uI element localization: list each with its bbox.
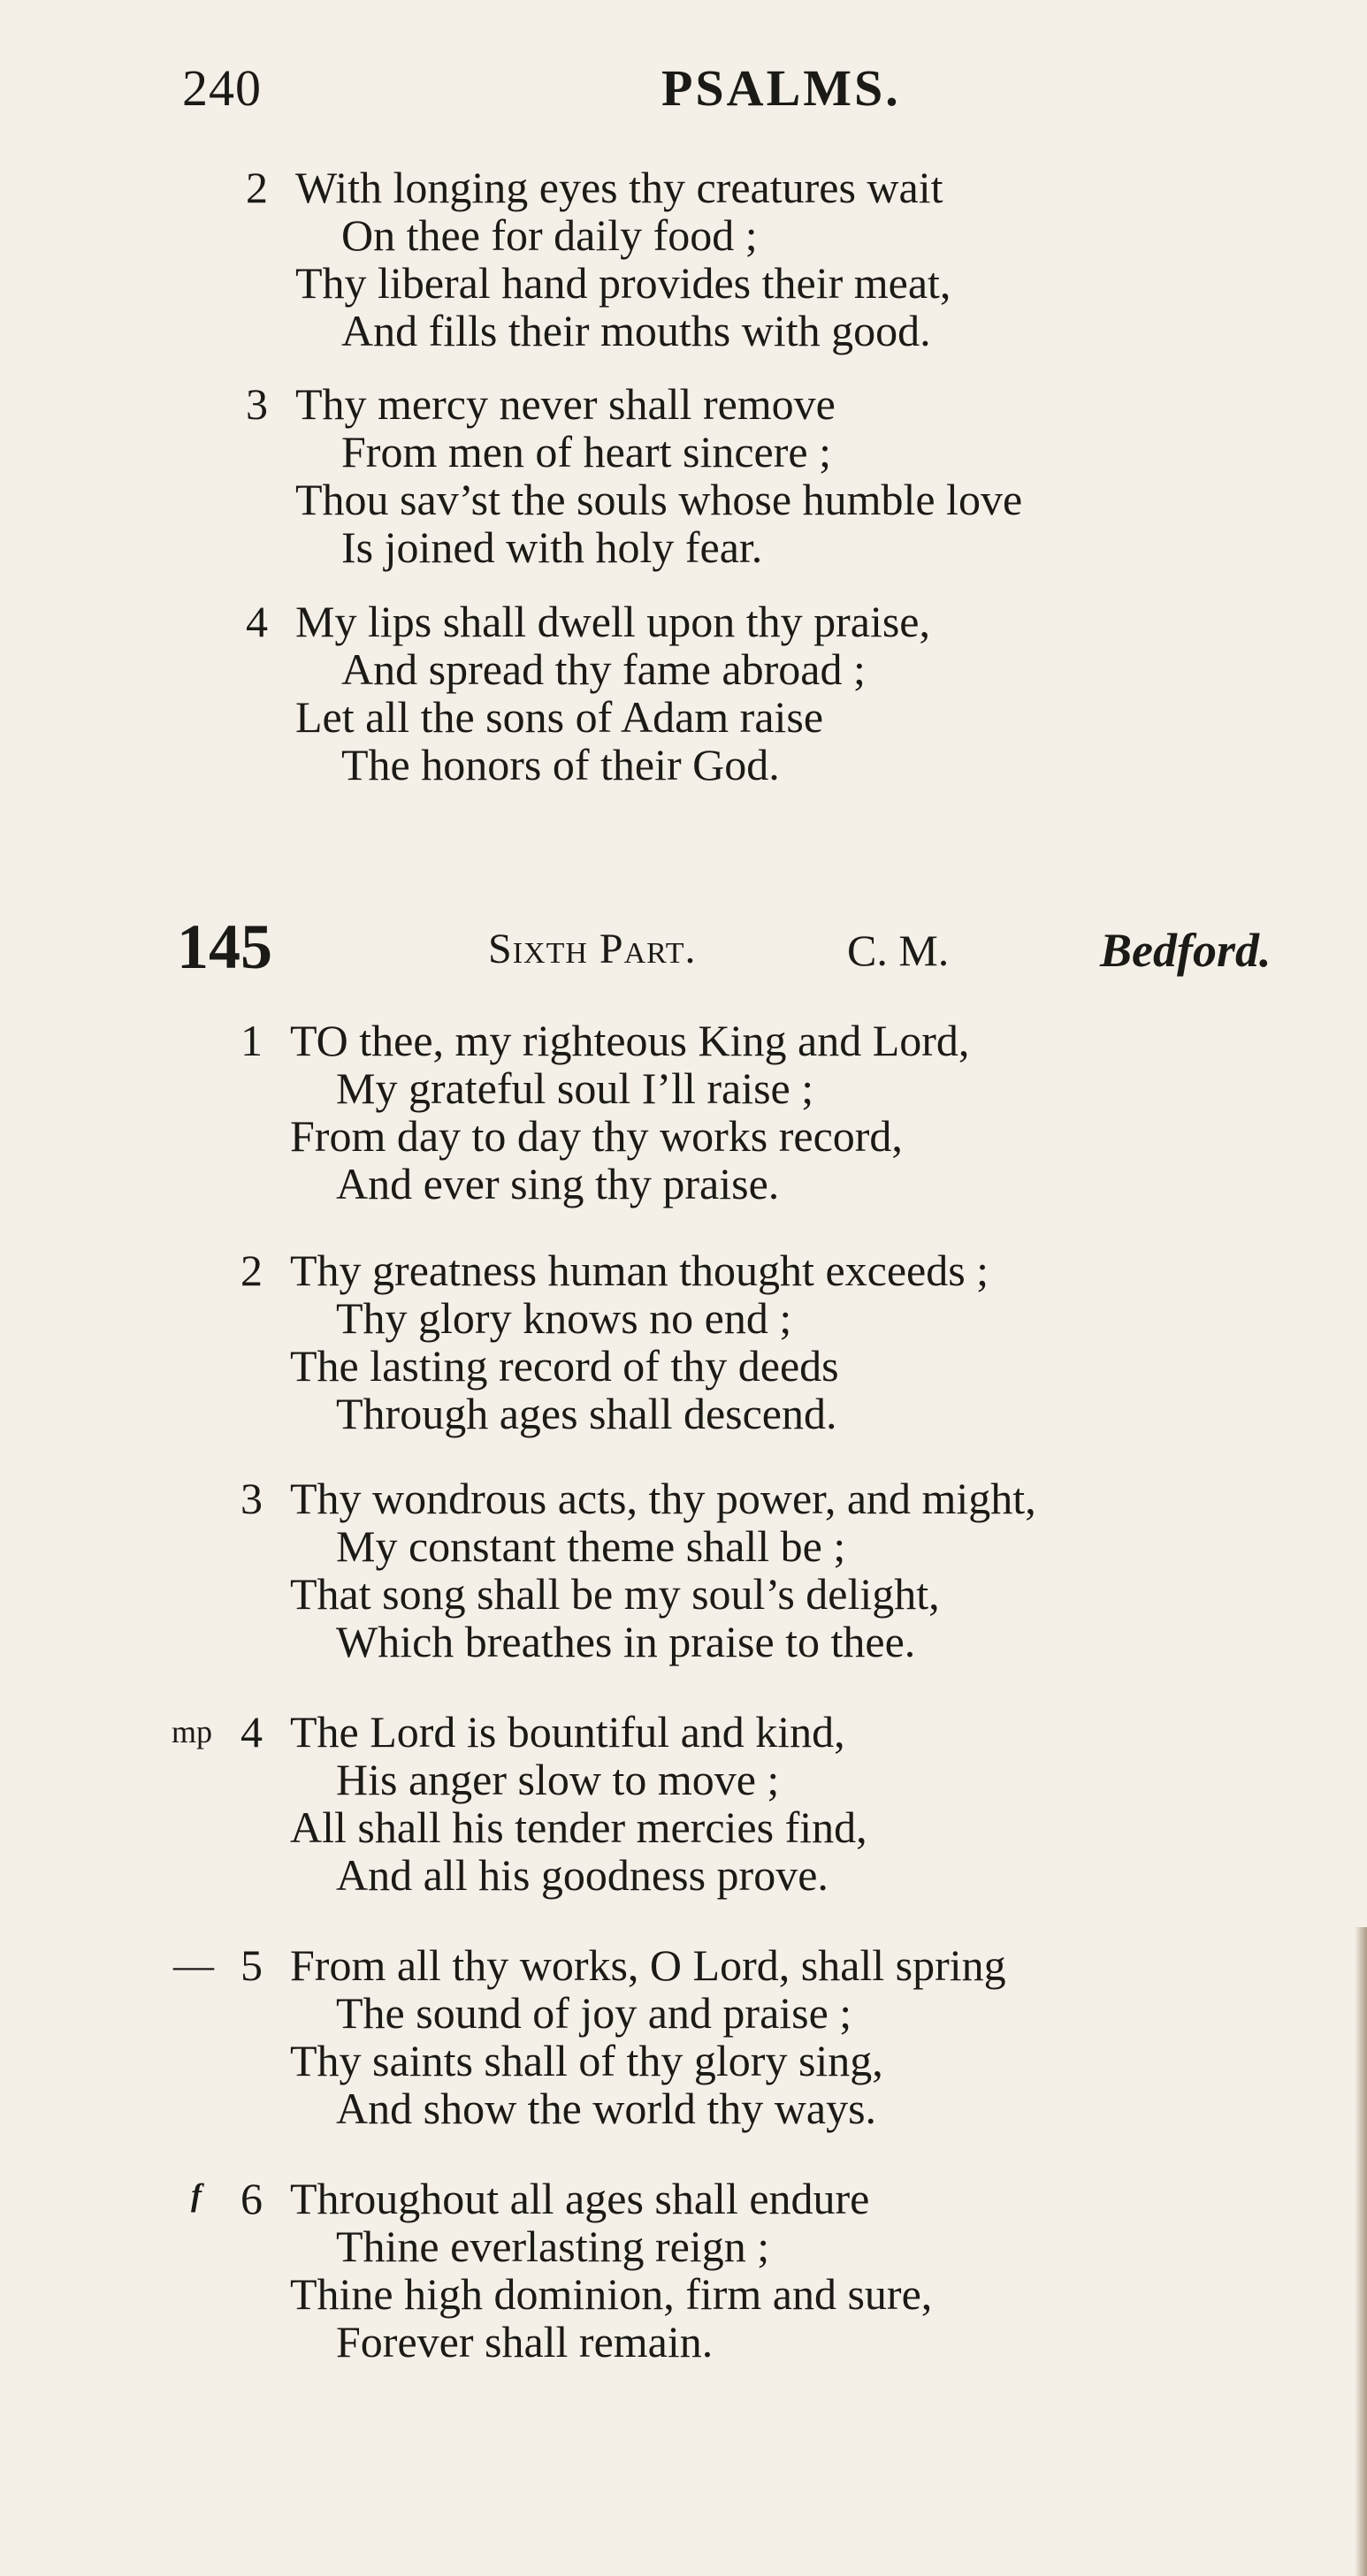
stanza-line: On thee for daily food ;	[341, 210, 758, 260]
stanza-line: Is joined with holy fear.	[341, 522, 763, 572]
running-head	[0, 58, 1367, 120]
stanza-line: The honors of their God.	[341, 740, 780, 789]
hymn-heading	[0, 911, 1367, 981]
stanza-line: And spread thy fame abroad ;	[341, 644, 866, 694]
stanza-number: 2	[241, 1246, 263, 1295]
stanza-line: With longing eyes thy creatures wait	[295, 163, 943, 212]
stanza-line: From all thy works, O Lord, shall spring	[290, 1940, 1006, 1990]
stanza-line: The sound of joy and praise ;	[336, 1988, 852, 2038]
stanza-line: Thy wondrous acts, thy power, and might,	[290, 1474, 1036, 1523]
stanza-line: Thou sav’st the souls whose humble love	[295, 475, 1023, 524]
stanza-line: Thine everlasting reign ;	[336, 2222, 770, 2271]
page-number: 240	[182, 59, 262, 117]
stanza-line: Thy mercy never shall remove	[295, 379, 836, 429]
stanza-number: 2	[246, 163, 268, 212]
stanza-line: From day to day thy works record,	[290, 1111, 903, 1161]
stanza-line: Which breathes in praise to thee.	[336, 1617, 916, 1666]
stanza-line: Thy saints shall of thy glory sing,	[290, 2036, 883, 2085]
stanza-line: My grateful soul I’ll raise ;	[336, 1063, 814, 1113]
dynamic-marking: —	[173, 1942, 214, 1987]
hymn-tune: Bedford.	[1100, 924, 1272, 977]
stanza-number: 6	[241, 2174, 263, 2223]
page-edge-shadow	[1355, 1927, 1367, 2576]
stanza-line: The Lord is bountiful and kind,	[290, 1707, 845, 1757]
stanza-line: The lasting record of thy deeds	[290, 1341, 839, 1391]
stanza-line: My lips shall dwell upon thy praise,	[295, 597, 930, 646]
stanza-line: His anger slow to move ;	[336, 1755, 780, 1804]
stanza-line: Throughout all ages shall endure	[290, 2174, 870, 2223]
stanza-line: My constant theme shall be ;	[336, 1521, 846, 1571]
stanza-line: Forever shall remain.	[336, 2317, 714, 2366]
dynamic-marking: mp	[172, 1714, 213, 1749]
stanza-line: Thy liberal hand provides their meat,	[295, 258, 951, 308]
stanza-line: And fills their mouths with good.	[341, 306, 931, 355]
stanza-line: That song shall be my soul’s delight,	[290, 1569, 940, 1619]
hymn-part: Sixth Part.	[488, 926, 697, 972]
stanza-number: 4	[246, 597, 268, 646]
stanza-line: Thy glory knows no end ;	[336, 1293, 792, 1343]
stanza-line: And ever sing thy praise.	[336, 1159, 780, 1208]
stanza-number: 1	[241, 1016, 263, 1065]
stanza-number: 3	[246, 379, 268, 429]
hymn-number: 145	[177, 911, 272, 982]
stanza-line: TO thee, my righteous King and Lord,	[290, 1016, 970, 1065]
stanza-line: Thy greatness human thought exceeds ;	[290, 1246, 989, 1295]
stanza-line: Let all the sons of Adam raise	[295, 692, 824, 742]
stanza-line: And all his goodness prove.	[336, 1850, 829, 1900]
stanza-line: All shall his tender mercies find,	[290, 1802, 867, 1852]
stanza-number: 3	[241, 1474, 263, 1523]
stanza-line: Through ages shall descend.	[336, 1389, 837, 1438]
stanza-line: Thine high dominion, firm and sure,	[290, 2269, 933, 2319]
hymn-meter: C. M.	[847, 926, 950, 975]
running-title: PSALMS.	[661, 59, 901, 117]
dynamic-marking: f	[191, 2177, 202, 2213]
stanza-number: 4	[241, 1707, 263, 1757]
stanza-line: From men of heart sincere ;	[341, 427, 831, 476]
stanza-line: And show the world thy ways.	[336, 2084, 877, 2133]
stanza-number: 5	[241, 1940, 263, 1990]
